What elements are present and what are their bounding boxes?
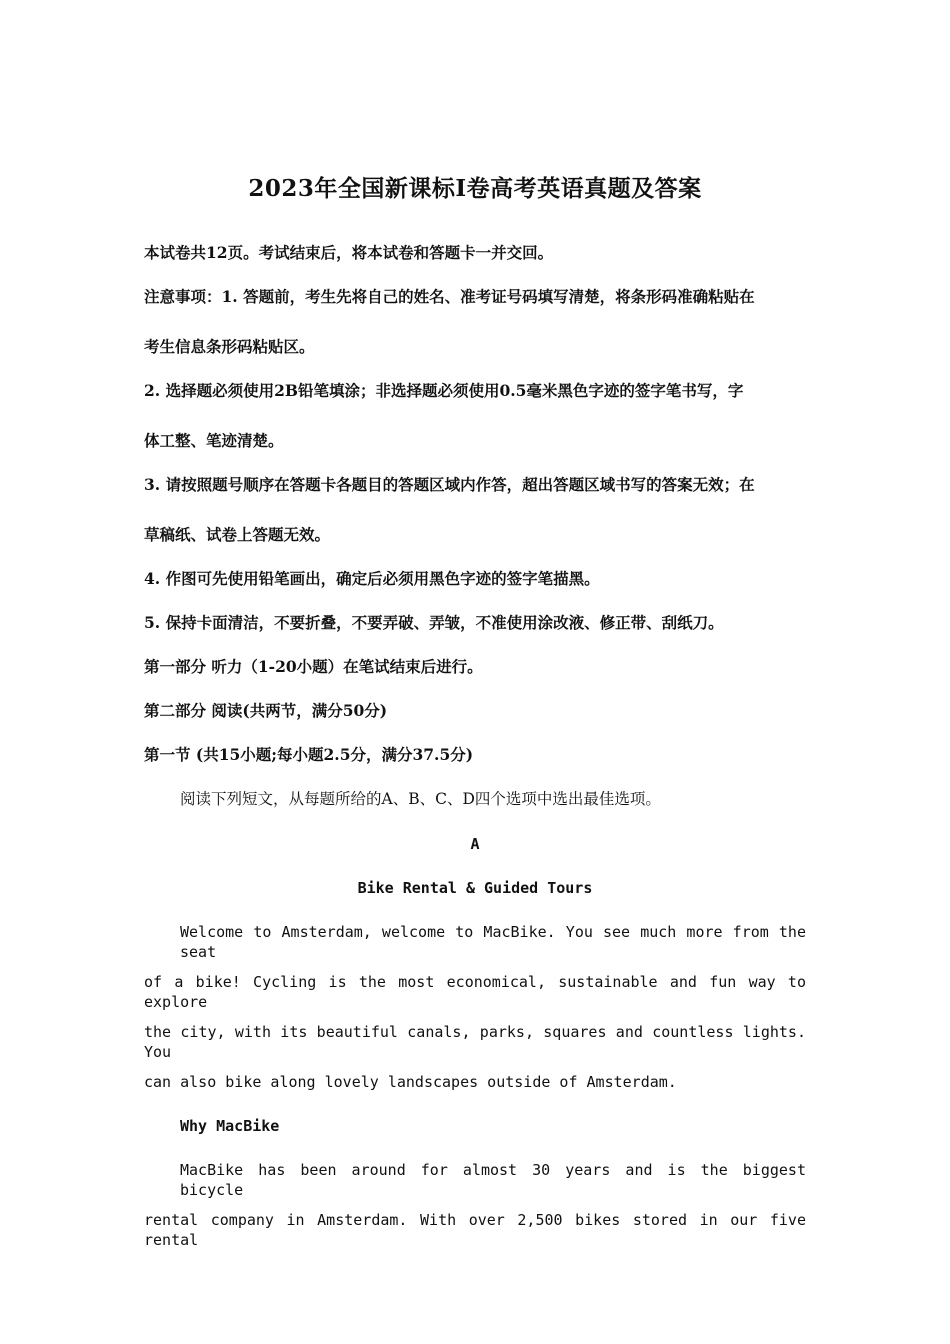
passage-line-4: can also bike along lovely landscapes outside of Amsterdam. [144, 1073, 677, 1091]
notice-line-5: 5. 保持卡面清洁，不要折叠，不要弄破、弄皱，不准使用涂改液、修正带、刮纸刀。 [144, 613, 724, 632]
passage-line-6: rental company in Amsterdam. With over 2,500 bikes stored in our five rental [144, 1211, 806, 1249]
document-title: 2023年全国新课标Ⅰ卷高考英语真题及答案 [248, 175, 702, 202]
passage-title: Bike Rental & Guided Tours [357, 879, 593, 897]
passage-line-3: the city, with its beautiful canals, parks, squares and countless lights. You [144, 1023, 806, 1061]
passage-line-5: MacBike has been around for almost 30 years and is the biggest bicycle [180, 1161, 806, 1199]
passage-line-1: Welcome to Amsterdam, welcome to MacBike. You see much more from the seat [180, 923, 806, 961]
notice-line-3: 3. 请按照题号顺序在答题卡各题目的答题区域内作答，超出答题区域书写的答案无效；在 [144, 475, 755, 494]
part-two-heading: 第二部分 阅读(共两节，满分50分) [144, 701, 388, 720]
notice-line-2-cont: 体工整、笔迹清楚。 [144, 431, 284, 450]
passage-line-2: of a bike! Cycling is the most economical, sustainable and fun way to explore [144, 973, 806, 1011]
notice-line-3-cont: 草稿纸、试卷上答题无效。 [144, 525, 331, 544]
notice-line-2: 2. 选择题必须使用2B铅笔填涂；非选择题必须使用0.5毫米黑色字迹的签字笔书写，字 [144, 381, 744, 400]
section-one-heading: 第一节 (共15小题;每小题2.5分，满分37.5分) [144, 745, 474, 764]
notice-line-1: 注意事项：1. 答题前，考生先将自己的姓名、准考证号码填写清楚，将条形码准确粘贴在 [144, 287, 755, 306]
exam-info-line: 本试卷共12页。考试结束后，将本试卷和答题卡一并交回。 [144, 243, 554, 262]
part-one-heading: 第一部分 听力（1-20小题）在笔试结束后进行。 [144, 657, 483, 676]
notice-line-4: 4. 作图可先使用铅笔画出，确定后必须用黑色字迹的签字笔描黑。 [144, 569, 600, 588]
notice-line-1-cont: 考生信息条形码粘贴区。 [144, 337, 315, 356]
passage-label: A [470, 835, 480, 853]
reading-instruction: 阅读下列短文，从每题所给的A、B、C、D四个选项中选出最佳选项。 [180, 790, 661, 808]
subheading-why-macbike: Why MacBike [180, 1117, 280, 1135]
